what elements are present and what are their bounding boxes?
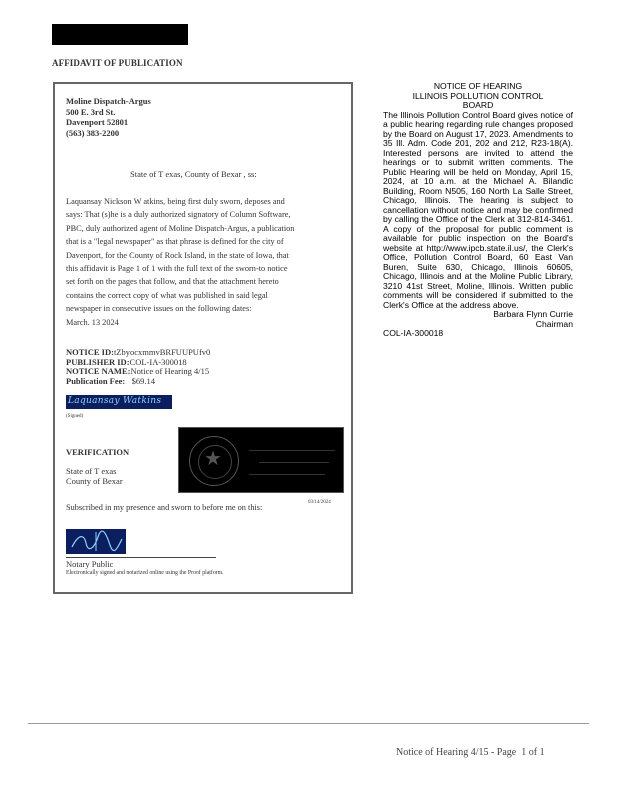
notice-id: NOTICE ID:tZbyocxmmvBRFUUPUfv0: [66, 347, 211, 357]
body-line: that is a "legal newspaper" as that phrase is defined for the city of: [66, 237, 284, 247]
subscribed-date: 03/14/2024: [308, 500, 331, 505]
notice-name: NOTICE NAME:Notice of Hearing 4/15: [66, 366, 210, 377]
notice-column: [383, 82, 573, 339]
notice-ref: COL-IA-300018: [383, 328, 444, 338]
verification-state-line: State of T exas: [66, 466, 117, 476]
notary-title: Notary Public: [66, 559, 114, 569]
body-line: contains the correct copy of what was published in said legal: [66, 290, 268, 300]
notice-info: [66, 348, 210, 386]
body-line: says: That (s)he is a duly authorized signatory of Column Software,: [66, 210, 291, 220]
state-line: State of T exas, County of Bexar , ss:: [130, 169, 257, 179]
redacted-block: [52, 24, 188, 45]
notice-title: NOTICE OF HEARING: [433, 81, 523, 91]
notice-subtitle-2: BOARD: [462, 100, 494, 110]
seal-line: [249, 450, 335, 451]
signature-image: [66, 395, 172, 409]
publisher-name: Moline Dispatch-Argus: [66, 96, 151, 106]
proof-note: Electronically signed and notarized online using the Proof platform.: [66, 570, 224, 576]
signature-line: [66, 557, 216, 558]
publication-fee: Publication Fee: $69.14: [66, 375, 156, 386]
body-line: set forth on the pages that follow, and that the attachment hereto: [66, 277, 279, 287]
seal-line: [259, 462, 329, 463]
publisher-phone: (563) 383-2200: [66, 127, 120, 138]
footer-divider: [28, 723, 589, 724]
body-line: Laquansay Nickson W atkins, being first duly sworn, deposes and: [66, 197, 285, 206]
verification-title: VERIFICATION: [66, 447, 130, 457]
star-icon: ★: [204, 446, 222, 470]
publisher-id: PUBLISHER ID:COL-IA-300018: [66, 356, 187, 367]
publication-date: March. 13 2024: [66, 317, 119, 327]
verification-county-line: County of Bexar: [66, 476, 123, 486]
signature-text: Laquansay Watkins: [68, 396, 162, 406]
notice-subtitle: ILLINOIS POLLUTION CONTROL: [412, 90, 544, 101]
notary-seal: [178, 427, 344, 493]
signed-note: (Signed): [66, 414, 84, 419]
body-line: PBC, duly authorized agent of Moline Dispatch-Argus, a publication: [66, 223, 295, 233]
affidavit-body: [66, 195, 342, 329]
body-line: newspaper in consecutive issues on the following dates:: [66, 304, 252, 314]
notice-signer: Barbara Flynn Currie: [493, 309, 573, 319]
publisher-city: Davenport 52801: [66, 117, 129, 127]
page-title: AFFIDAVIT OF PUBLICATION: [52, 58, 183, 68]
notary-signature-scribble: [66, 529, 126, 554]
publisher-block: [66, 96, 151, 138]
body-line: Davenport, for the County of Rock Island, in the state of Iowa, that: [66, 250, 289, 260]
seal-line: [249, 474, 325, 475]
body-line: this affidavit is Page 1 of 1 with the full text of the sworn-to notice: [66, 264, 288, 274]
verification-state: [66, 466, 123, 486]
notice-body: The Illinois Pollution Control Board gives notice of a public hearing regarding rule changes proposed by the Board on August 17, 2023. Amendments to 35 Ill. Adm. Code 201, 202 and 212, R23-18(A). Interested persons are invited to attend the hearings or to submit written comments. The Public Hearing will be held on Monday, April 15, 2024, at 10 a.m. at the Michael A. Bilandic Building, Room N505, 160 North La Salle Street, Chicago, Illinois. The hearing is subject to cancellation without notice and may be confirmed by calling the Office of the Clerk at 312-814-3461. A copy of the proposal for public comment is available for public inspection on the Board's website at http://www.ipcb.state.il.us/, the Clerk's Office, Pollution Control Board, 60 East Van Buren, Suite 630, Chicago, Illinois 60605, Chicago, Illinois and at the Moline Public Library, 3210 41st Street, Moline, Illinois. Written public comments will be considered if submitted to the Clerk's Office at the address above.: [383, 109, 573, 310]
subscribed-line: Subscribed in my presence and sworn to before me on this:: [66, 503, 263, 512]
publisher-street: 500 E. 3rd St.: [66, 106, 116, 117]
notice-signer-title: Chairman: [535, 318, 573, 329]
affidavit-box: [53, 82, 353, 594]
page-footer: Notice of Hearing 4/15 - Page 1 of 1: [396, 747, 545, 758]
notary-signature-image: [66, 529, 126, 554]
